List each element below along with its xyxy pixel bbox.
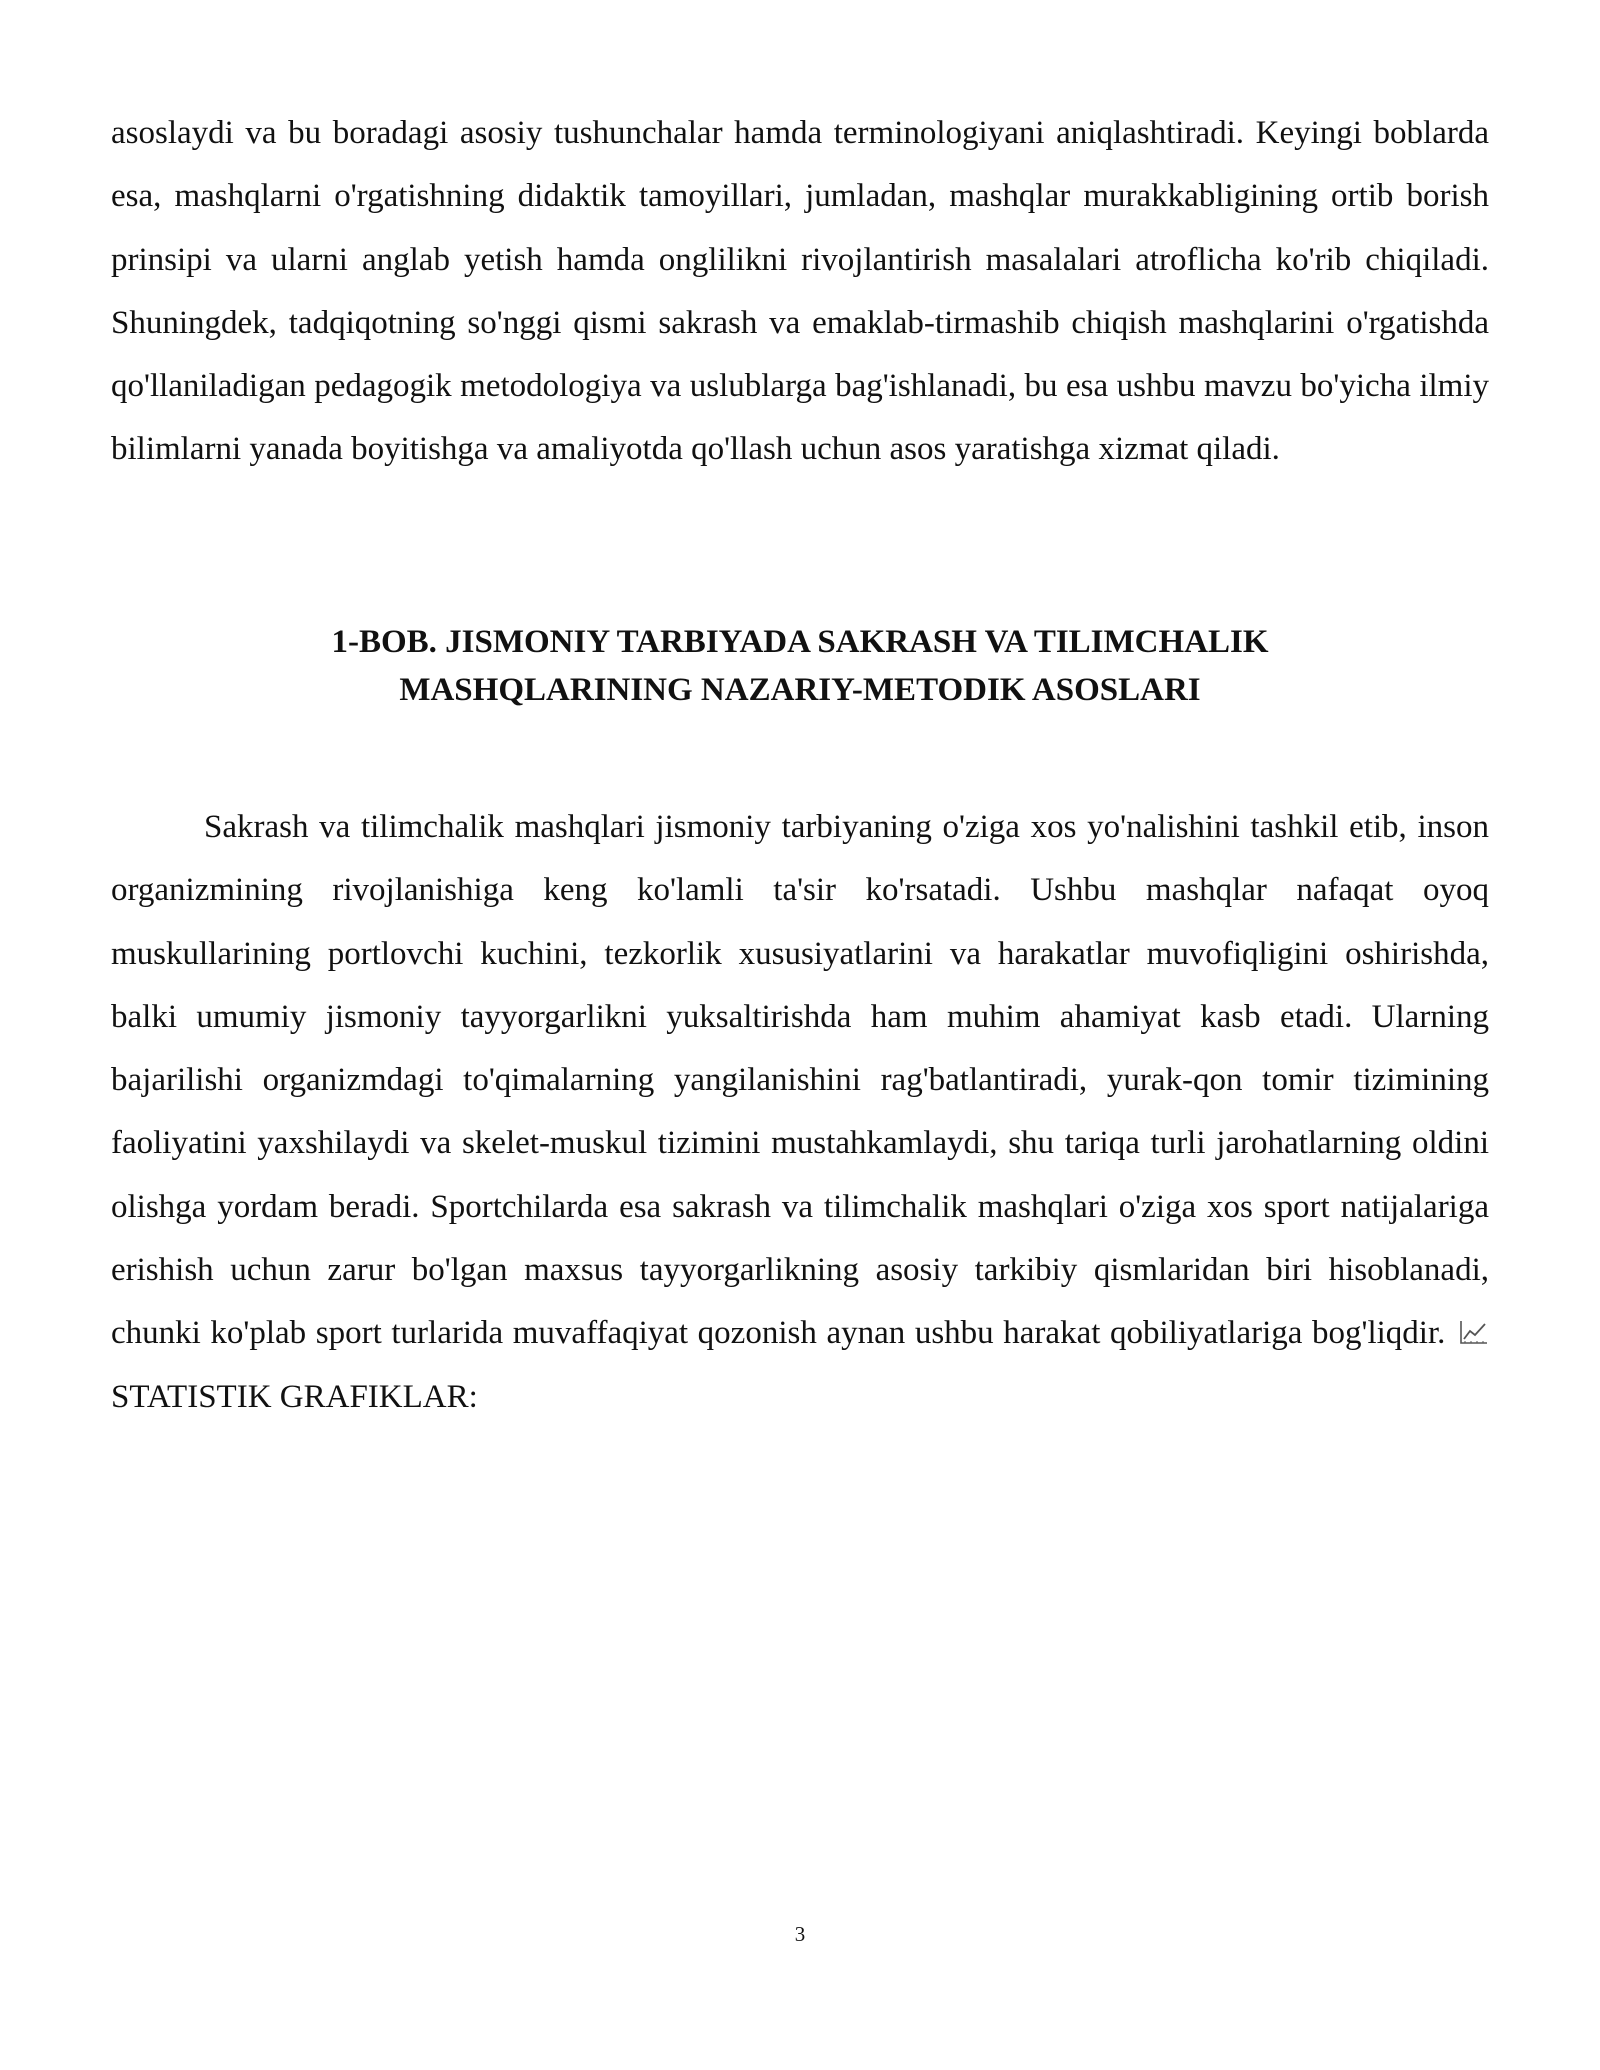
chapter-heading-line-1: 1-BOB. JISMONIY TARBIYADA SAKRASH VA TILIMCHALIK	[331, 624, 1269, 660]
body-paragraph	[111, 796, 1489, 1429]
page-number: 3	[794, 1922, 806, 1946]
chapter-heading-line-2: MASHQLARINING NAZARIY-METODIK ASOSLARI	[399, 672, 1201, 708]
body-paragraph-text: Sakrash va tilimchalik mashqlari jismoniy tarbiyaning o'ziga xos yo'nalishini tashkil etib, inson organizmining rivojlanishiga keng ko'lamli ta'sir ko'rsatadi. Ushbu mashqlar nafaqat oyoq muskullarining portlovchi kuchini, tezkorlik xususiyatlarini va harakatlar muvofiqligini oshirishda, balki umumiy jismoniy tayyorgarlikni yuksaltirishda ham muhim ahamiyat kasb etadi. Ularning bajarilishi organizmdagi to'qimalarning yangilanishini rag'batlantiradi, yurak-qon tomir tizimining faoliyatini yaxshilaydi va skelet-muskul tizimini mustahkamlaydi, shu tariqa turli jarohatlarning oldini olishga yordam beradi. Sportchilarda esa sakrash va tilimchalik mashqlari o'ziga xos sport natijalariga erishish uchun zarur bo'lgan maxsus tayyorgarlikning asosiy tarkibiy qismlaridan biri hisoblanadi, chunki ko'plab sport turlarida muvaffaqiyat qozonish aynan ushbu harakat qobiliyatlariga bog'liqdir.	[111, 809, 1489, 1352]
intro-paragraph: asoslaydi va bu boradagi asosiy tushunchalar hamda terminologiyani aniqlashtiradi. Keyingi boblarda esa, mashqlarni o'rgatishning didaktik tamoyillari, jumladan, mashqlar murakkabligining ortib borish prinsipi va ularni anglab yetish hamda onglilikni rivojlantirish masalalari atroflicha ko'rib chiqiladi. Shuningdek, tadqiqotning so'nggi qismi sakrash va emaklab-tirmashib chiqish mashqlarini o'rgatishda qo'llaniladigan pedagogik metodologiya va uslublarga bag'ishlanadi, bu esa ushbu mavzu bo'yicha ilmiy bilimlarni yanada boyitishga va amaliyotda qo'llash uchun asos yaratishga xizmat qiladi.	[111, 115, 1489, 468]
statistics-label: STATISTIK GRAFIKLAR:	[111, 1378, 478, 1415]
chart-increasing-icon	[1459, 1319, 1489, 1345]
chapter-heading	[111, 618, 1489, 714]
